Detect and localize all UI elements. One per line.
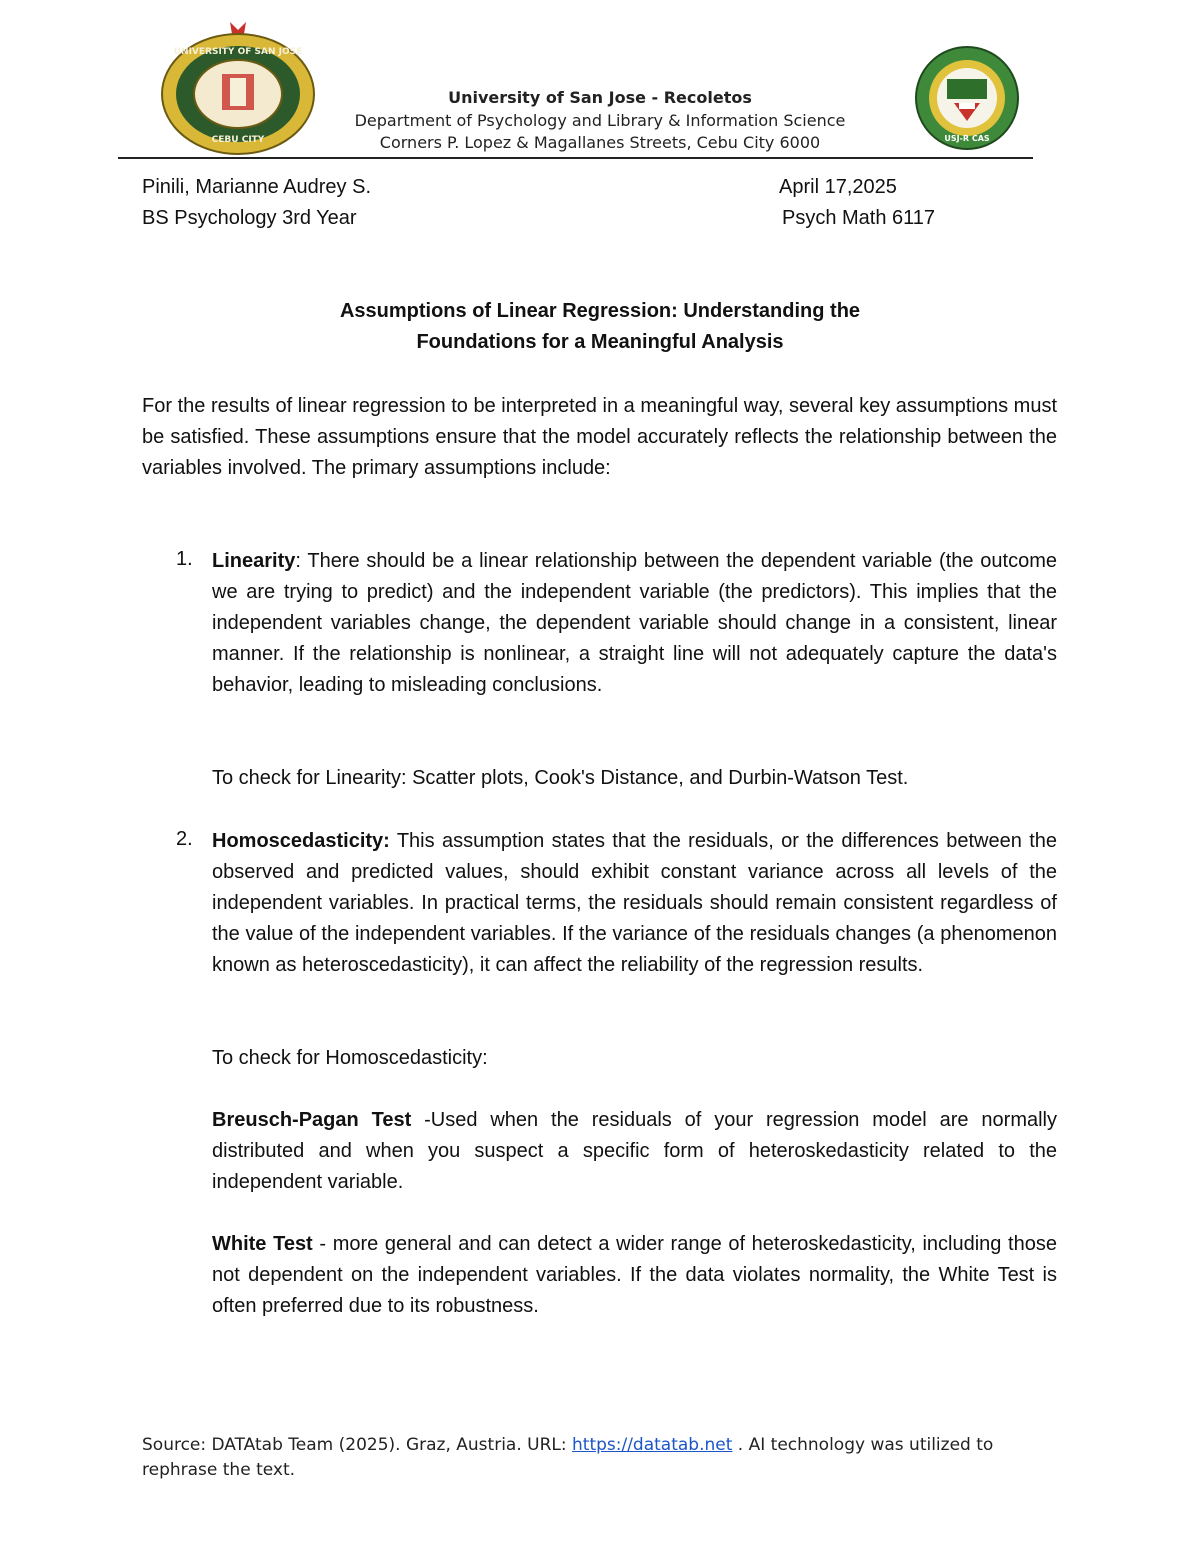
item-1-body: : There should be a linear relationship between the dependent variable (the outcome we are trying to predict) and the independent variable (the predictors). This implies that the independent variables change, the dependent variable should change in a consistent, linear manner. If the relationship is nonlinear, a straight line will not adequately capture the data's behavior, leading to misleading conclusions. <box>212 550 1057 696</box>
university-address: Corners P. Lopez & Magallanes Streets, Cebu City 6000 <box>379 133 821 152</box>
usjr-seal-logo <box>158 18 318 160</box>
source-link[interactable]: https://datatab.net <box>572 1435 733 1455</box>
department-seal-logo <box>914 45 1020 151</box>
document-title-line1: Assumptions of Linear Regression: Understanding the <box>339 300 861 322</box>
document-title-line2: Foundations for a Meaningful Analysis <box>416 331 784 353</box>
white-test-paragraph <box>212 1229 1057 1322</box>
course-code: Psych Math 6117 <box>782 207 936 229</box>
item-2-paragraph <box>212 826 1057 981</box>
breusch-pagan-name: Breusch-Pagan Test <box>212 1109 412 1131</box>
source-suffix: . AI technology was utilized to rephrase the text. <box>142 1435 994 1480</box>
item-2-body: This assumption states that the residuals, or the differences between the observed and predicted values, should exhibit constant variance across all levels of the independent variables. In practical terms, the residuals should remain consistent regardless of the value of the independent variables. If the variance of the residuals changes (a phenomenon known as heteroscedasticity), it can affect the reliability of the regression results. <box>212 830 1057 976</box>
item-1-number: 1. <box>176 548 193 570</box>
svg-text:USJ-R CAS: USJ-R CAS <box>944 134 990 143</box>
document-date: April 17,2025 <box>779 176 897 198</box>
intro-paragraph: For the results of linear regression to be interpreted in a meaningful way, several key assumptions must be satisfied. These assumptions ensure that the model accurately reflects the relationship between the variables involved. The primary assumptions include: <box>142 395 1057 479</box>
header-rule <box>118 157 1033 159</box>
university-name: University of San Jose - Recoletos <box>448 88 752 107</box>
student-name: Pinili, Marianne Audrey S. <box>142 176 372 198</box>
white-test-desc: - more general and can detect a wider range of heteroskedasticity, including those not dependent on the independent variables. If the data violates normality, the White Test is often preferred due to its robustness. <box>212 1233 1057 1317</box>
student-program: BS Psychology 3rd Year <box>142 207 357 229</box>
department-name: Department of Psychology and Library & Information Science <box>354 111 846 130</box>
svg-text:UNIVERSITY OF SAN JOSE: UNIVERSITY OF SAN JOSE <box>173 47 303 57</box>
item-2-check: To check for Homoscedasticity: <box>212 1047 488 1069</box>
svg-text:CEBU CITY: CEBU CITY <box>211 135 265 145</box>
breusch-pagan-paragraph <box>212 1105 1057 1198</box>
item-1-term: Linearity <box>212 550 296 572</box>
source-footnote <box>142 1433 1042 1483</box>
breusch-pagan-desc: -Used when the residuals of your regression model are normally distributed and when you suspect a specific form of heteroskedasticity related to the independent variable. <box>212 1109 1057 1193</box>
item-1-paragraph <box>212 546 1057 701</box>
white-test-name: White Test <box>212 1233 313 1255</box>
item-1-check: To check for Linearity: Scatter plots, Cook's Distance, and Durbin-Watson Test. <box>212 767 909 789</box>
source-prefix: Source: DATAtab Team (2025). Graz, Austria. URL: <box>142 1435 572 1455</box>
item-2-term: Homoscedasticity: <box>212 830 390 852</box>
item-2-number: 2. <box>176 828 193 850</box>
